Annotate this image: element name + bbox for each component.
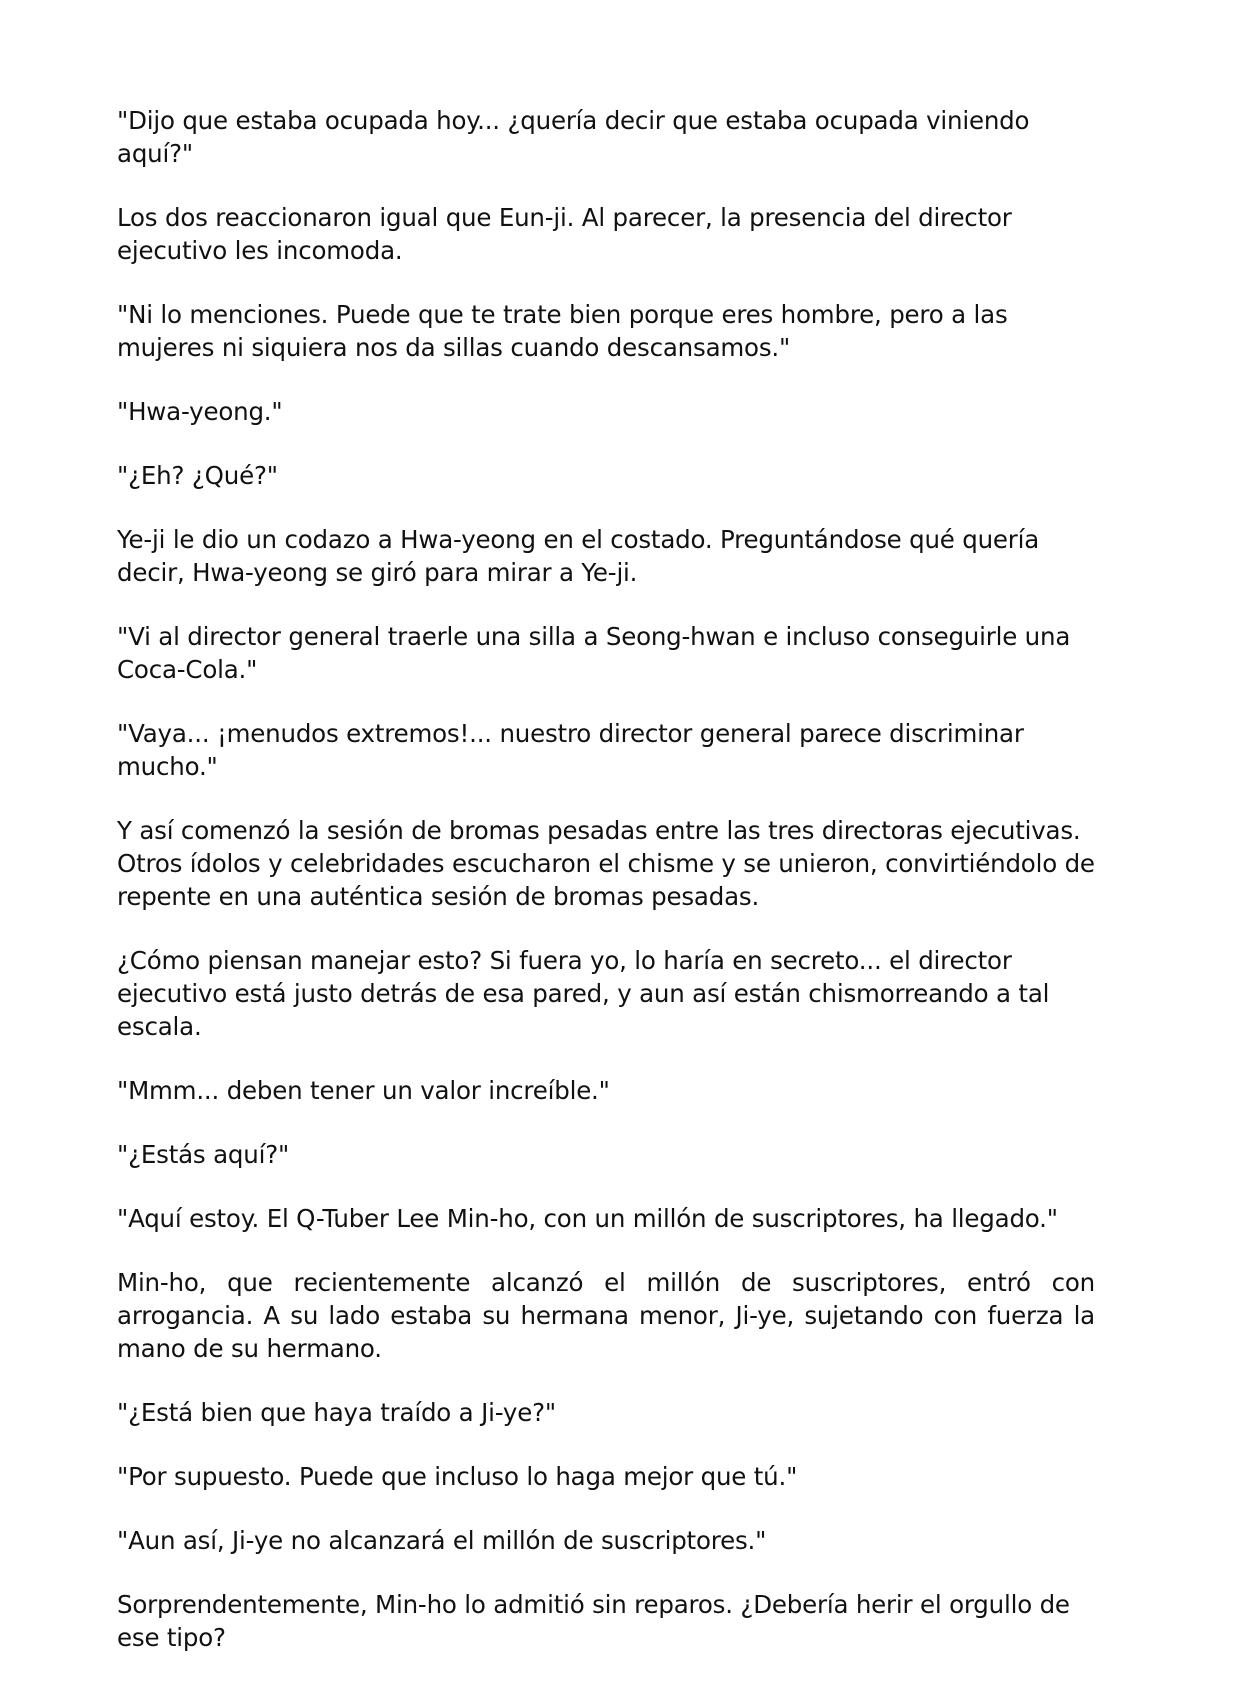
paragraph: "Vi al director general traerle una silla a Seong-hwan e incluso conseguirle una Coca-Cola." <box>117 622 1071 684</box>
paragraph: ¿Cómo piensan manejar esto? Si fuera yo, lo haría en secreto... el director ejecutivo está justo detrás de esa pared, y aun así están chismorreando a tal escala. <box>117 946 1050 1041</box>
paragraph: "Dijo que estaba ocupada hoy... ¿quería decir que estaba ocupada viniendo aquí?" <box>117 106 1030 168</box>
paragraph: "Aquí estoy. El Q-Tuber Lee Min-ho, con un millón de suscriptores, ha llegado." <box>117 1204 1058 1233</box>
paragraph: Sorprendentemente, Min-ho lo admitió sin reparos. ¿Debería herir el orgullo de ese tipo? <box>117 1590 1070 1652</box>
paragraph: Y así comenzó la sesión de bromas pesadas entre las tres directoras ejecutivas. Otros ídolos y celebridades escucharon el chisme y se unieron, convirtiéndolo de repente en una auténtica sesión de bromas pesadas. <box>117 816 1095 911</box>
paragraph: "¿Estás aquí?" <box>117 1140 290 1169</box>
paragraph: Min-ho, que recientemente alcanzó el millón de suscriptores, entró con arrogancia. A su lado estaba su hermana menor, Ji-ye, sujetando con fuerza la mano de su hermano. <box>117 1268 1095 1363</box>
paragraph: "Aun así, Ji-ye no alcanzará el millón de suscriptores." <box>117 1526 767 1555</box>
paragraph: "Ni lo menciones. Puede que te trate bien porque eres hombre, pero a las mujeres ni siquiera nos da sillas cuando descansamos." <box>117 300 1008 362</box>
document-body <box>117 104 1095 1685</box>
paragraph: "Mmm... deben tener un valor increíble." <box>117 1076 610 1105</box>
paragraph: Ye-ji le dio un codazo a Hwa-yeong en el costado. Preguntándose qué quería decir, Hwa-yeong se giró para mirar a Ye-ji. <box>117 525 1040 587</box>
paragraph: "Por supuesto. Puede que incluso lo haga mejor que tú." <box>117 1462 798 1491</box>
paragraph: "¿Eh? ¿Qué?" <box>117 461 278 490</box>
paragraph: "Hwa-yeong." <box>117 397 283 426</box>
paragraph: "¿Está bien que haya traído a Ji-ye?" <box>117 1398 556 1427</box>
paragraph: Los dos reaccionaron igual que Eun-ji. Al parecer, la presencia del director ejecutivo les incomoda. <box>117 203 1012 265</box>
paragraph: "Vaya... ¡menudos extremos!... nuestro director general parece discriminar mucho." <box>117 719 1024 781</box>
